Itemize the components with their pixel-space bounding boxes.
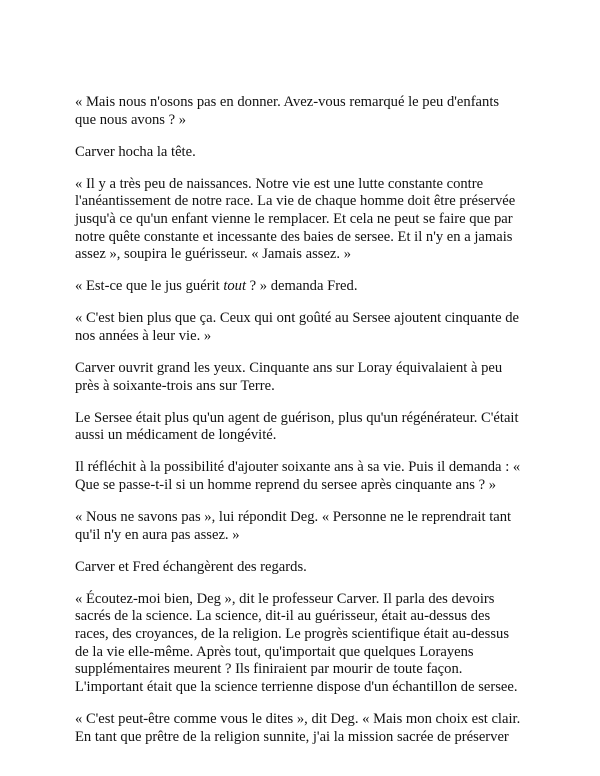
paragraph-line: de la vie elle-même. Après tout, qu'importait que quelques Lorayens — [75, 643, 474, 660]
paragraph-line: que nous avons ? » — [75, 111, 187, 128]
paragraph-4 — [75, 278, 545, 296]
paragraph-11 — [75, 591, 545, 697]
paragraph-line: nos années à leur vie. » — [75, 327, 212, 344]
paragraph-line: assez », soupira le guérisseur. « Jamais assez. » — [75, 246, 351, 263]
paragraph-line: « Il y a très peu de naissances. Notre vie est une lutte constante contre — [75, 175, 484, 192]
paragraph-9 — [75, 509, 545, 544]
paragraph-line: Carver hocha la tête. — [75, 143, 196, 160]
paragraph-line: Carver et Fred échangèrent des regards. — [75, 558, 307, 575]
paragraph-line: « Nous ne savons pas », lui répondit Deg. « Personne ne le reprendrait tant — [75, 509, 512, 526]
paragraph-6 — [75, 360, 545, 395]
paragraph-line: « Écoutez-moi bien, Deg », dit le professeur Carver. Il parla des devoirs — [75, 590, 495, 607]
paragraph-line: notre quête constante et incessante des baies de sersee. Et il n'y en a jamais — [75, 228, 513, 245]
paragraph-line: jusqu'à ce qu'un enfant vienne le remplacer. Et cela ne peut se faire que par — [75, 210, 513, 227]
paragraph-line: Le Sersee était plus qu'un agent de guérison, plus qu'un régénérateur. C'était — [75, 409, 519, 426]
paragraph-line: Carver ouvrit grand les yeux. Cinquante ans sur Loray équivalaient à peu — [75, 360, 503, 377]
paragraph-text: ? » demanda Fred. — [246, 278, 358, 295]
paragraph-1 — [75, 94, 545, 129]
paragraph-line: « C'est peut-être comme vous le dites », dit Deg. « Mais mon choix est clair. — [75, 710, 521, 727]
paragraph-line: près à soixante-trois ans sur Terre. — [75, 377, 275, 394]
paragraph-5 — [75, 310, 545, 345]
paragraph-line: Il réfléchit à la possibilité d'ajouter soixante ans à sa vie. Puis il demanda : « — [75, 459, 521, 476]
paragraph-line: races, des croyances, de la religion. Le progrès scientifique était au-dessus — [75, 626, 509, 643]
paragraph-12 — [75, 711, 545, 746]
paragraph-line: sacrés de la science. La science, dit-il au guérisseur, était au-dessus des — [75, 608, 491, 625]
paragraph-text: « Est-ce que le jus guérit — [75, 278, 224, 295]
paragraph-line: En tant que prêtre de la religion sunnite, j'ai la mission sacrée de préserver — [75, 728, 509, 745]
paragraph-2 — [75, 144, 545, 162]
paragraph-7 — [75, 410, 545, 445]
paragraph-line: « C'est bien plus que ça. Ceux qui ont goûté au Sersee ajoutent cinquante de — [75, 310, 519, 327]
paragraph-3 — [75, 176, 545, 264]
paragraph-10 — [75, 559, 545, 577]
paragraph-line: aussi un médicament de longévité. — [75, 427, 277, 444]
paragraph-line: « Mais nous n'osons pas en donner. Avez-vous remarqué le peu d'enfants — [75, 94, 500, 110]
paragraph-line: qu'il n'y en aura pas assez. » — [75, 526, 240, 543]
paragraph-line: L'important était que la science terrienne dispose d'un échantillon de sersee. — [75, 678, 518, 695]
italic-word: tout — [223, 278, 247, 295]
paragraph-line: l'anéantissement de notre race. La vie de chaque homme doit être préservée — [75, 193, 516, 210]
paragraph-line: Que se passe-t-il si un homme reprend du sersee après cinquante ans ? » — [75, 477, 497, 493]
document-page — [75, 94, 545, 746]
paragraph-line: supplémentaires meurent ? Ils finiraient par mourir de toute façon. — [75, 661, 463, 678]
paragraph-8 — [75, 459, 545, 494]
